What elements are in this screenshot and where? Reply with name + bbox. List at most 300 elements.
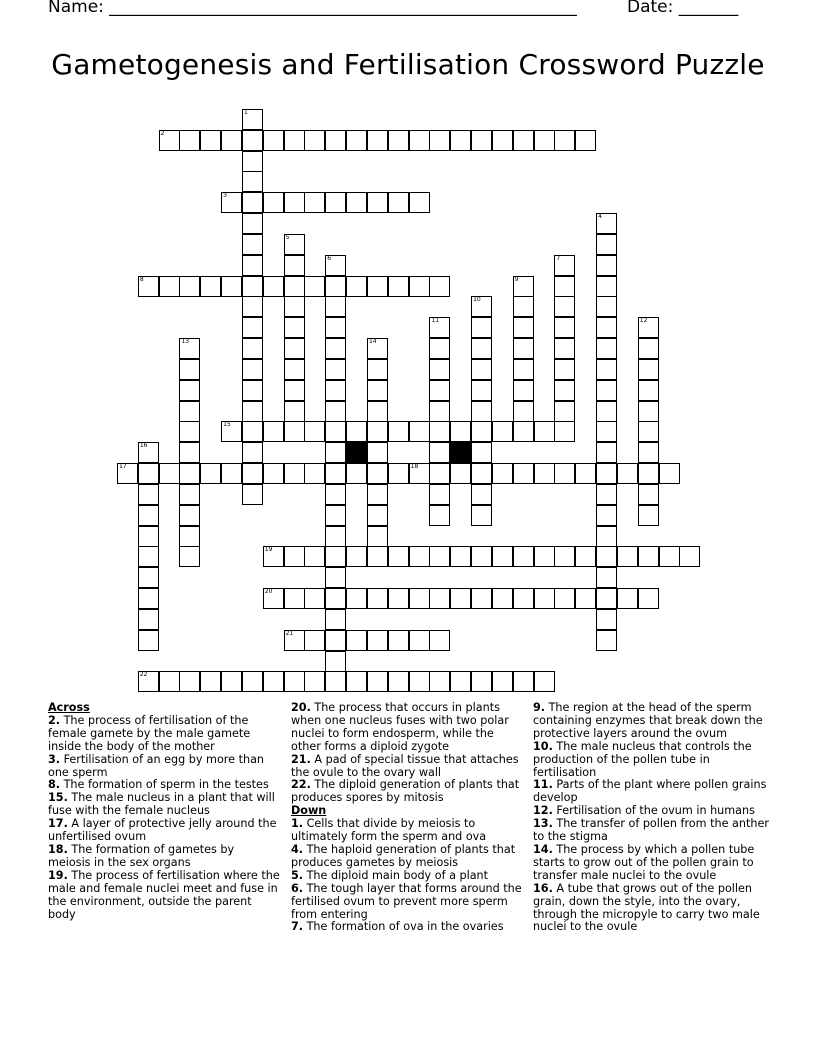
grid-cell[interactable]: [367, 588, 388, 609]
grid-cell[interactable]: [179, 484, 200, 505]
grid-cell[interactable]: [638, 442, 659, 463]
grid-cell[interactable]: [138, 671, 159, 692]
grid-cell[interactable]: [554, 380, 575, 401]
grid-cell[interactable]: [596, 588, 617, 609]
grid-cell[interactable]: [325, 255, 346, 276]
grid-cell[interactable]: [159, 130, 180, 151]
grid-cell[interactable]: [429, 442, 450, 463]
grid-cell[interactable]: [242, 234, 263, 255]
grid-cell[interactable]: [242, 296, 263, 317]
grid-cell[interactable]: [429, 505, 450, 526]
grid-cell[interactable]: [325, 338, 346, 359]
grid-cell[interactable]: [513, 421, 534, 442]
grid-cell[interactable]: [325, 442, 346, 463]
clue-number: 9: [514, 275, 519, 283]
grid-cell[interactable]: [450, 671, 471, 692]
grid-cell[interactable]: [596, 630, 617, 651]
grid-cell[interactable]: [284, 359, 305, 380]
clue-number-label: 3.: [48, 752, 61, 766]
grid-cell[interactable]: [659, 463, 680, 484]
grid-cell[interactable]: [325, 296, 346, 317]
grid-cell[interactable]: [554, 130, 575, 151]
grid-cell[interactable]: [242, 671, 263, 692]
grid-cell[interactable]: [263, 192, 284, 213]
grid-cell[interactable]: [513, 463, 534, 484]
grid-cell[interactable]: [638, 317, 659, 338]
grid-cell[interactable]: [450, 463, 471, 484]
grid-cell[interactable]: [492, 130, 513, 151]
grid-cell[interactable]: [638, 505, 659, 526]
grid-cell[interactable]: [471, 421, 492, 442]
grid-cell[interactable]: [179, 505, 200, 526]
grid-cell[interactable]: [242, 109, 263, 130]
grid-cell[interactable]: [575, 588, 596, 609]
grid-cell[interactable]: [617, 546, 638, 567]
grid-cell[interactable]: [513, 276, 534, 297]
grid-cell[interactable]: [304, 421, 325, 442]
grid-cell[interactable]: [409, 630, 430, 651]
grid-cell[interactable]: [263, 421, 284, 442]
grid-cell[interactable]: [429, 317, 450, 338]
clue-number-label: 22.: [291, 778, 311, 792]
grid-cell[interactable]: [575, 130, 596, 151]
grid-cell[interactable]: [513, 317, 534, 338]
grid-cell[interactable]: [596, 317, 617, 338]
grid-cell[interactable]: [638, 359, 659, 380]
grid-cell[interactable]: [159, 276, 180, 297]
down-clue: [533, 741, 769, 780]
grid-cell[interactable]: [638, 546, 659, 567]
grid-cell[interactable]: [513, 359, 534, 380]
grid-cell[interactable]: [138, 630, 159, 651]
grid-cell[interactable]: [596, 276, 617, 297]
grid-cell[interactable]: [554, 546, 575, 567]
grid-cell[interactable]: [471, 505, 492, 526]
grid-cell[interactable]: [138, 442, 159, 463]
grid-cell[interactable]: [367, 484, 388, 505]
grid-cell[interactable]: [513, 588, 534, 609]
grid-cell[interactable]: [325, 421, 346, 442]
grid-cell[interactable]: [596, 213, 617, 234]
grid-cell[interactable]: [429, 630, 450, 651]
grid-cell[interactable]: [263, 671, 284, 692]
grid-cell[interactable]: [638, 380, 659, 401]
grid-cell[interactable]: [409, 671, 430, 692]
grid-cell[interactable]: [429, 463, 450, 484]
grid-cell[interactable]: [596, 338, 617, 359]
grid-cell[interactable]: [596, 567, 617, 588]
grid-cell[interactable]: [513, 546, 534, 567]
grid-cell[interactable]: [471, 296, 492, 317]
grid-cell[interactable]: [471, 338, 492, 359]
grid-cell[interactable]: [554, 359, 575, 380]
grid-cell[interactable]: [138, 463, 159, 484]
grid-cell[interactable]: [388, 630, 409, 651]
clue-text: The transfer of pollen from the anther to the stigma: [533, 817, 769, 844]
grid-cell[interactable]: [554, 255, 575, 276]
grid-cell[interactable]: [596, 484, 617, 505]
grid-cell[interactable]: [492, 421, 513, 442]
grid-cell[interactable]: [242, 151, 263, 172]
grid-cell[interactable]: [659, 546, 680, 567]
grid-cell[interactable]: [596, 380, 617, 401]
grid-cell[interactable]: [179, 338, 200, 359]
grid-cell[interactable]: [346, 130, 367, 151]
grid-cell[interactable]: [367, 505, 388, 526]
grid-cell[interactable]: [242, 192, 263, 213]
grid-cell[interactable]: [138, 609, 159, 630]
grid-cell[interactable]: [325, 588, 346, 609]
grid-cell[interactable]: [596, 442, 617, 463]
grid-cell[interactable]: [513, 130, 534, 151]
grid-cell[interactable]: [242, 213, 263, 234]
grid-cell[interactable]: [284, 421, 305, 442]
clue-text: Fertilisation of an egg by more than one sperm: [48, 752, 265, 779]
grid-cell[interactable]: [284, 276, 305, 297]
clue-number-label: 8.: [48, 778, 61, 792]
grid-cell[interactable]: [492, 588, 513, 609]
grid-cell[interactable]: [596, 463, 617, 484]
grid-cell[interactable]: [534, 671, 555, 692]
grid-cell[interactable]: [242, 359, 263, 380]
grid-cell[interactable]: [242, 317, 263, 338]
grid-cell[interactable]: [554, 317, 575, 338]
grid-cell[interactable]: [138, 505, 159, 526]
grid-cell[interactable]: [409, 588, 430, 609]
grid-cell[interactable]: [388, 276, 409, 297]
grid-cell[interactable]: [263, 588, 284, 609]
grid-cell[interactable]: [138, 276, 159, 297]
clue-text: The formation of ova in the ovaries: [303, 920, 504, 934]
grid-cell[interactable]: [596, 296, 617, 317]
grid-cell[interactable]: [179, 546, 200, 567]
grid-cell[interactable]: [554, 401, 575, 422]
grid-cell[interactable]: [471, 401, 492, 422]
grid-cell[interactable]: [534, 421, 555, 442]
clue-text: A layer of protective jelly around the unfertilised ovum: [48, 817, 277, 844]
grid-cell[interactable]: [200, 671, 221, 692]
grid-cell[interactable]: [388, 671, 409, 692]
grid-cell[interactable]: [284, 317, 305, 338]
grid-cell[interactable]: [325, 651, 346, 672]
grid-cell[interactable]: [471, 359, 492, 380]
grid-cell[interactable]: [450, 421, 471, 442]
grid-cell[interactable]: [179, 671, 200, 692]
grid-cell[interactable]: [367, 463, 388, 484]
grid-cell[interactable]: [513, 338, 534, 359]
grid-cell[interactable]: [179, 401, 200, 422]
grid-cell[interactable]: [534, 463, 555, 484]
grid-cell[interactable]: [200, 463, 221, 484]
grid-cell[interactable]: [263, 463, 284, 484]
grid-cell[interactable]: [409, 421, 430, 442]
grid-cell[interactable]: [221, 421, 242, 442]
grid-cell[interactable]: [367, 130, 388, 151]
grid-cell[interactable]: [325, 630, 346, 651]
name-line[interactable]: _______________________________________________________: [103, 0, 577, 17]
grid-cell[interactable]: [471, 380, 492, 401]
grid-cell[interactable]: [304, 671, 325, 692]
grid-cell[interactable]: [554, 463, 575, 484]
grid-cell[interactable]: [596, 255, 617, 276]
grid-cell[interactable]: [367, 276, 388, 297]
grid-cell[interactable]: [596, 234, 617, 255]
grid-cell[interactable]: [325, 359, 346, 380]
grid-cell[interactable]: [221, 276, 242, 297]
grid-cell[interactable]: [554, 421, 575, 442]
grid-cell[interactable]: [242, 338, 263, 359]
grid-cell[interactable]: [284, 380, 305, 401]
grid-cell[interactable]: [534, 588, 555, 609]
grid-cell[interactable]: [596, 505, 617, 526]
grid-cell[interactable]: [304, 463, 325, 484]
grid-cell[interactable]: [325, 609, 346, 630]
grid-cell[interactable]: [242, 380, 263, 401]
grid-cell[interactable]: [304, 192, 325, 213]
grid-cell[interactable]: [367, 192, 388, 213]
grid-cell[interactable]: [388, 463, 409, 484]
grid-cell[interactable]: [429, 588, 450, 609]
grid-cell[interactable]: [471, 484, 492, 505]
grid-cell[interactable]: [638, 588, 659, 609]
grid-cell[interactable]: [513, 401, 534, 422]
grid-cell[interactable]: [138, 588, 159, 609]
grid-cell[interactable]: [575, 463, 596, 484]
grid-cell[interactable]: [284, 630, 305, 651]
grid-cell[interactable]: [304, 630, 325, 651]
grid-cell[interactable]: [304, 276, 325, 297]
grid-cell[interactable]: [284, 546, 305, 567]
grid-cell[interactable]: [325, 463, 346, 484]
grid-cell[interactable]: [138, 546, 159, 567]
grid-cell[interactable]: [304, 130, 325, 151]
grid-cell[interactable]: [471, 671, 492, 692]
grid-cell[interactable]: [429, 401, 450, 422]
grid-cell[interactable]: [179, 463, 200, 484]
grid-cell[interactable]: [450, 130, 471, 151]
grid-cell[interactable]: [325, 484, 346, 505]
grid-cell[interactable]: [179, 130, 200, 151]
grid-cell[interactable]: [221, 671, 242, 692]
grid-cell[interactable]: [159, 463, 180, 484]
grid-cell[interactable]: [367, 546, 388, 567]
grid-cell[interactable]: [284, 463, 305, 484]
grid-cell[interactable]: [367, 526, 388, 547]
grid-cell[interactable]: [429, 359, 450, 380]
grid-cell[interactable]: [596, 609, 617, 630]
grid-cell[interactable]: [471, 588, 492, 609]
grid-cell[interactable]: [346, 192, 367, 213]
grid-cell[interactable]: [638, 484, 659, 505]
clue-text: The male nucleus in a plant that will fuse with the female nucleus: [48, 791, 275, 818]
grid-cell[interactable]: [388, 192, 409, 213]
clue-number: 10: [473, 296, 481, 304]
grid-cell[interactable]: [617, 588, 638, 609]
clue-number: 8: [139, 275, 144, 283]
grid-cell[interactable]: [221, 192, 242, 213]
grid-cell[interactable]: [325, 130, 346, 151]
grid-cell[interactable]: [242, 401, 263, 422]
grid-cell[interactable]: [471, 130, 492, 151]
grid-cell[interactable]: [242, 484, 263, 505]
grid-cell[interactable]: [325, 192, 346, 213]
grid-cell[interactable]: [284, 296, 305, 317]
grid-cell[interactable]: [388, 130, 409, 151]
grid-cell[interactable]: [513, 671, 534, 692]
grid-cell[interactable]: [554, 588, 575, 609]
grid-cell[interactable]: [346, 671, 367, 692]
grid-cell[interactable]: [325, 380, 346, 401]
grid-cell[interactable]: [554, 276, 575, 297]
grid-cell[interactable]: [679, 546, 700, 567]
grid-cell[interactable]: [263, 546, 284, 567]
clue-number: 20: [264, 588, 273, 596]
grid-cell[interactable]: [367, 401, 388, 422]
grid-cell[interactable]: [242, 463, 263, 484]
grid-cell[interactable]: [179, 421, 200, 442]
grid-cell[interactable]: [242, 442, 263, 463]
grid-cell[interactable]: [346, 546, 367, 567]
grid-cell[interactable]: [429, 671, 450, 692]
grid-cell[interactable]: [429, 484, 450, 505]
grid-cell[interactable]: [554, 338, 575, 359]
grid-cell[interactable]: [596, 421, 617, 442]
grid-cell[interactable]: [534, 546, 555, 567]
grid-cell[interactable]: [367, 380, 388, 401]
grid-cell[interactable]: [367, 630, 388, 651]
grid-cell[interactable]: [325, 401, 346, 422]
grid-cell[interactable]: [325, 567, 346, 588]
grid-cell[interactable]: [367, 421, 388, 442]
clue-number-label: 10.: [533, 739, 553, 753]
grid-cell[interactable]: [492, 463, 513, 484]
grid-cell[interactable]: [596, 526, 617, 547]
grid-cell[interactable]: [221, 130, 242, 151]
grid-cell[interactable]: [638, 338, 659, 359]
grid-cell[interactable]: [367, 338, 388, 359]
date-line[interactable]: _______: [673, 0, 739, 17]
grid-cell[interactable]: [242, 171, 263, 192]
grid-cell[interactable]: [554, 296, 575, 317]
grid-cell[interactable]: [638, 401, 659, 422]
grid-cell[interactable]: [325, 671, 346, 692]
grid-cell[interactable]: [388, 421, 409, 442]
grid-cell[interactable]: [263, 130, 284, 151]
grid-cell[interactable]: [179, 526, 200, 547]
grid-cell[interactable]: [596, 359, 617, 380]
grid-cell[interactable]: [638, 463, 659, 484]
grid-cell[interactable]: [284, 130, 305, 151]
grid-cell[interactable]: [534, 130, 555, 151]
grid-cell[interactable]: [492, 546, 513, 567]
grid-cell[interactable]: [388, 588, 409, 609]
down-heading: Down: [291, 804, 327, 818]
grid-cell[interactable]: [346, 463, 367, 484]
grid-cell[interactable]: [617, 463, 638, 484]
grid-cell[interactable]: [409, 276, 430, 297]
grid-cell[interactable]: [242, 276, 263, 297]
grid-cell[interactable]: [429, 546, 450, 567]
grid-cell[interactable]: [325, 276, 346, 297]
grid-cell[interactable]: [325, 526, 346, 547]
grid-cell[interactable]: [284, 338, 305, 359]
grid-cell[interactable]: [117, 463, 138, 484]
grid-cell[interactable]: [179, 380, 200, 401]
grid-cell[interactable]: [596, 546, 617, 567]
grid-cell[interactable]: [513, 296, 534, 317]
grid-cell[interactable]: [346, 630, 367, 651]
grid-cell[interactable]: [325, 505, 346, 526]
grid-cell[interactable]: [159, 671, 180, 692]
grid-cell[interactable]: [575, 546, 596, 567]
grid-cell[interactable]: [284, 671, 305, 692]
grid-cell[interactable]: [409, 192, 430, 213]
grid-cell[interactable]: [284, 192, 305, 213]
grid-cell[interactable]: [138, 526, 159, 547]
grid-cell[interactable]: [429, 338, 450, 359]
grid-cell[interactable]: [284, 588, 305, 609]
grid-cell[interactable]: [367, 359, 388, 380]
grid-cell[interactable]: [409, 463, 430, 484]
grid-cell[interactable]: [263, 276, 284, 297]
grid-cell[interactable]: [513, 380, 534, 401]
grid-cell[interactable]: [492, 671, 513, 692]
grid-cell[interactable]: [179, 359, 200, 380]
grid-cell[interactable]: [596, 401, 617, 422]
grid-cell[interactable]: [450, 588, 471, 609]
grid-cell[interactable]: [471, 546, 492, 567]
grid-cell[interactable]: [638, 421, 659, 442]
grid-cell[interactable]: [179, 442, 200, 463]
grid-cell[interactable]: [450, 546, 471, 567]
grid-cell[interactable]: [200, 276, 221, 297]
clue-number: 11: [431, 317, 440, 325]
grid-cell[interactable]: [429, 380, 450, 401]
grid-cell[interactable]: [304, 588, 325, 609]
grid-cell[interactable]: [429, 276, 450, 297]
grid-cell[interactable]: [346, 276, 367, 297]
grid-cell[interactable]: [429, 130, 450, 151]
grid-cell[interactable]: [179, 276, 200, 297]
grid-cell[interactable]: [284, 234, 305, 255]
grid-cell[interactable]: [346, 588, 367, 609]
grid-cell[interactable]: [409, 546, 430, 567]
grid-cell[interactable]: [471, 442, 492, 463]
across-clue: [291, 779, 523, 805]
grid-cell[interactable]: [200, 130, 221, 151]
black-cell: [346, 442, 367, 463]
grid-cell[interactable]: [367, 442, 388, 463]
grid-cell[interactable]: [429, 421, 450, 442]
grid-cell[interactable]: [325, 546, 346, 567]
grid-cell[interactable]: [138, 567, 159, 588]
grid-cell[interactable]: [138, 484, 159, 505]
grid-cell[interactable]: [409, 130, 430, 151]
grid-cell[interactable]: [284, 401, 305, 422]
grid-cell[interactable]: [242, 421, 263, 442]
grid-cell[interactable]: [242, 255, 263, 276]
grid-cell[interactable]: [325, 317, 346, 338]
grid-cell[interactable]: [221, 463, 242, 484]
grid-cell[interactable]: [304, 546, 325, 567]
grid-cell[interactable]: [471, 463, 492, 484]
grid-cell[interactable]: [284, 255, 305, 276]
grid-cell[interactable]: [471, 317, 492, 338]
grid-cell[interactable]: [367, 671, 388, 692]
grid-cell[interactable]: [388, 546, 409, 567]
grid-cell[interactable]: [242, 130, 263, 151]
grid-cell[interactable]: [346, 421, 367, 442]
